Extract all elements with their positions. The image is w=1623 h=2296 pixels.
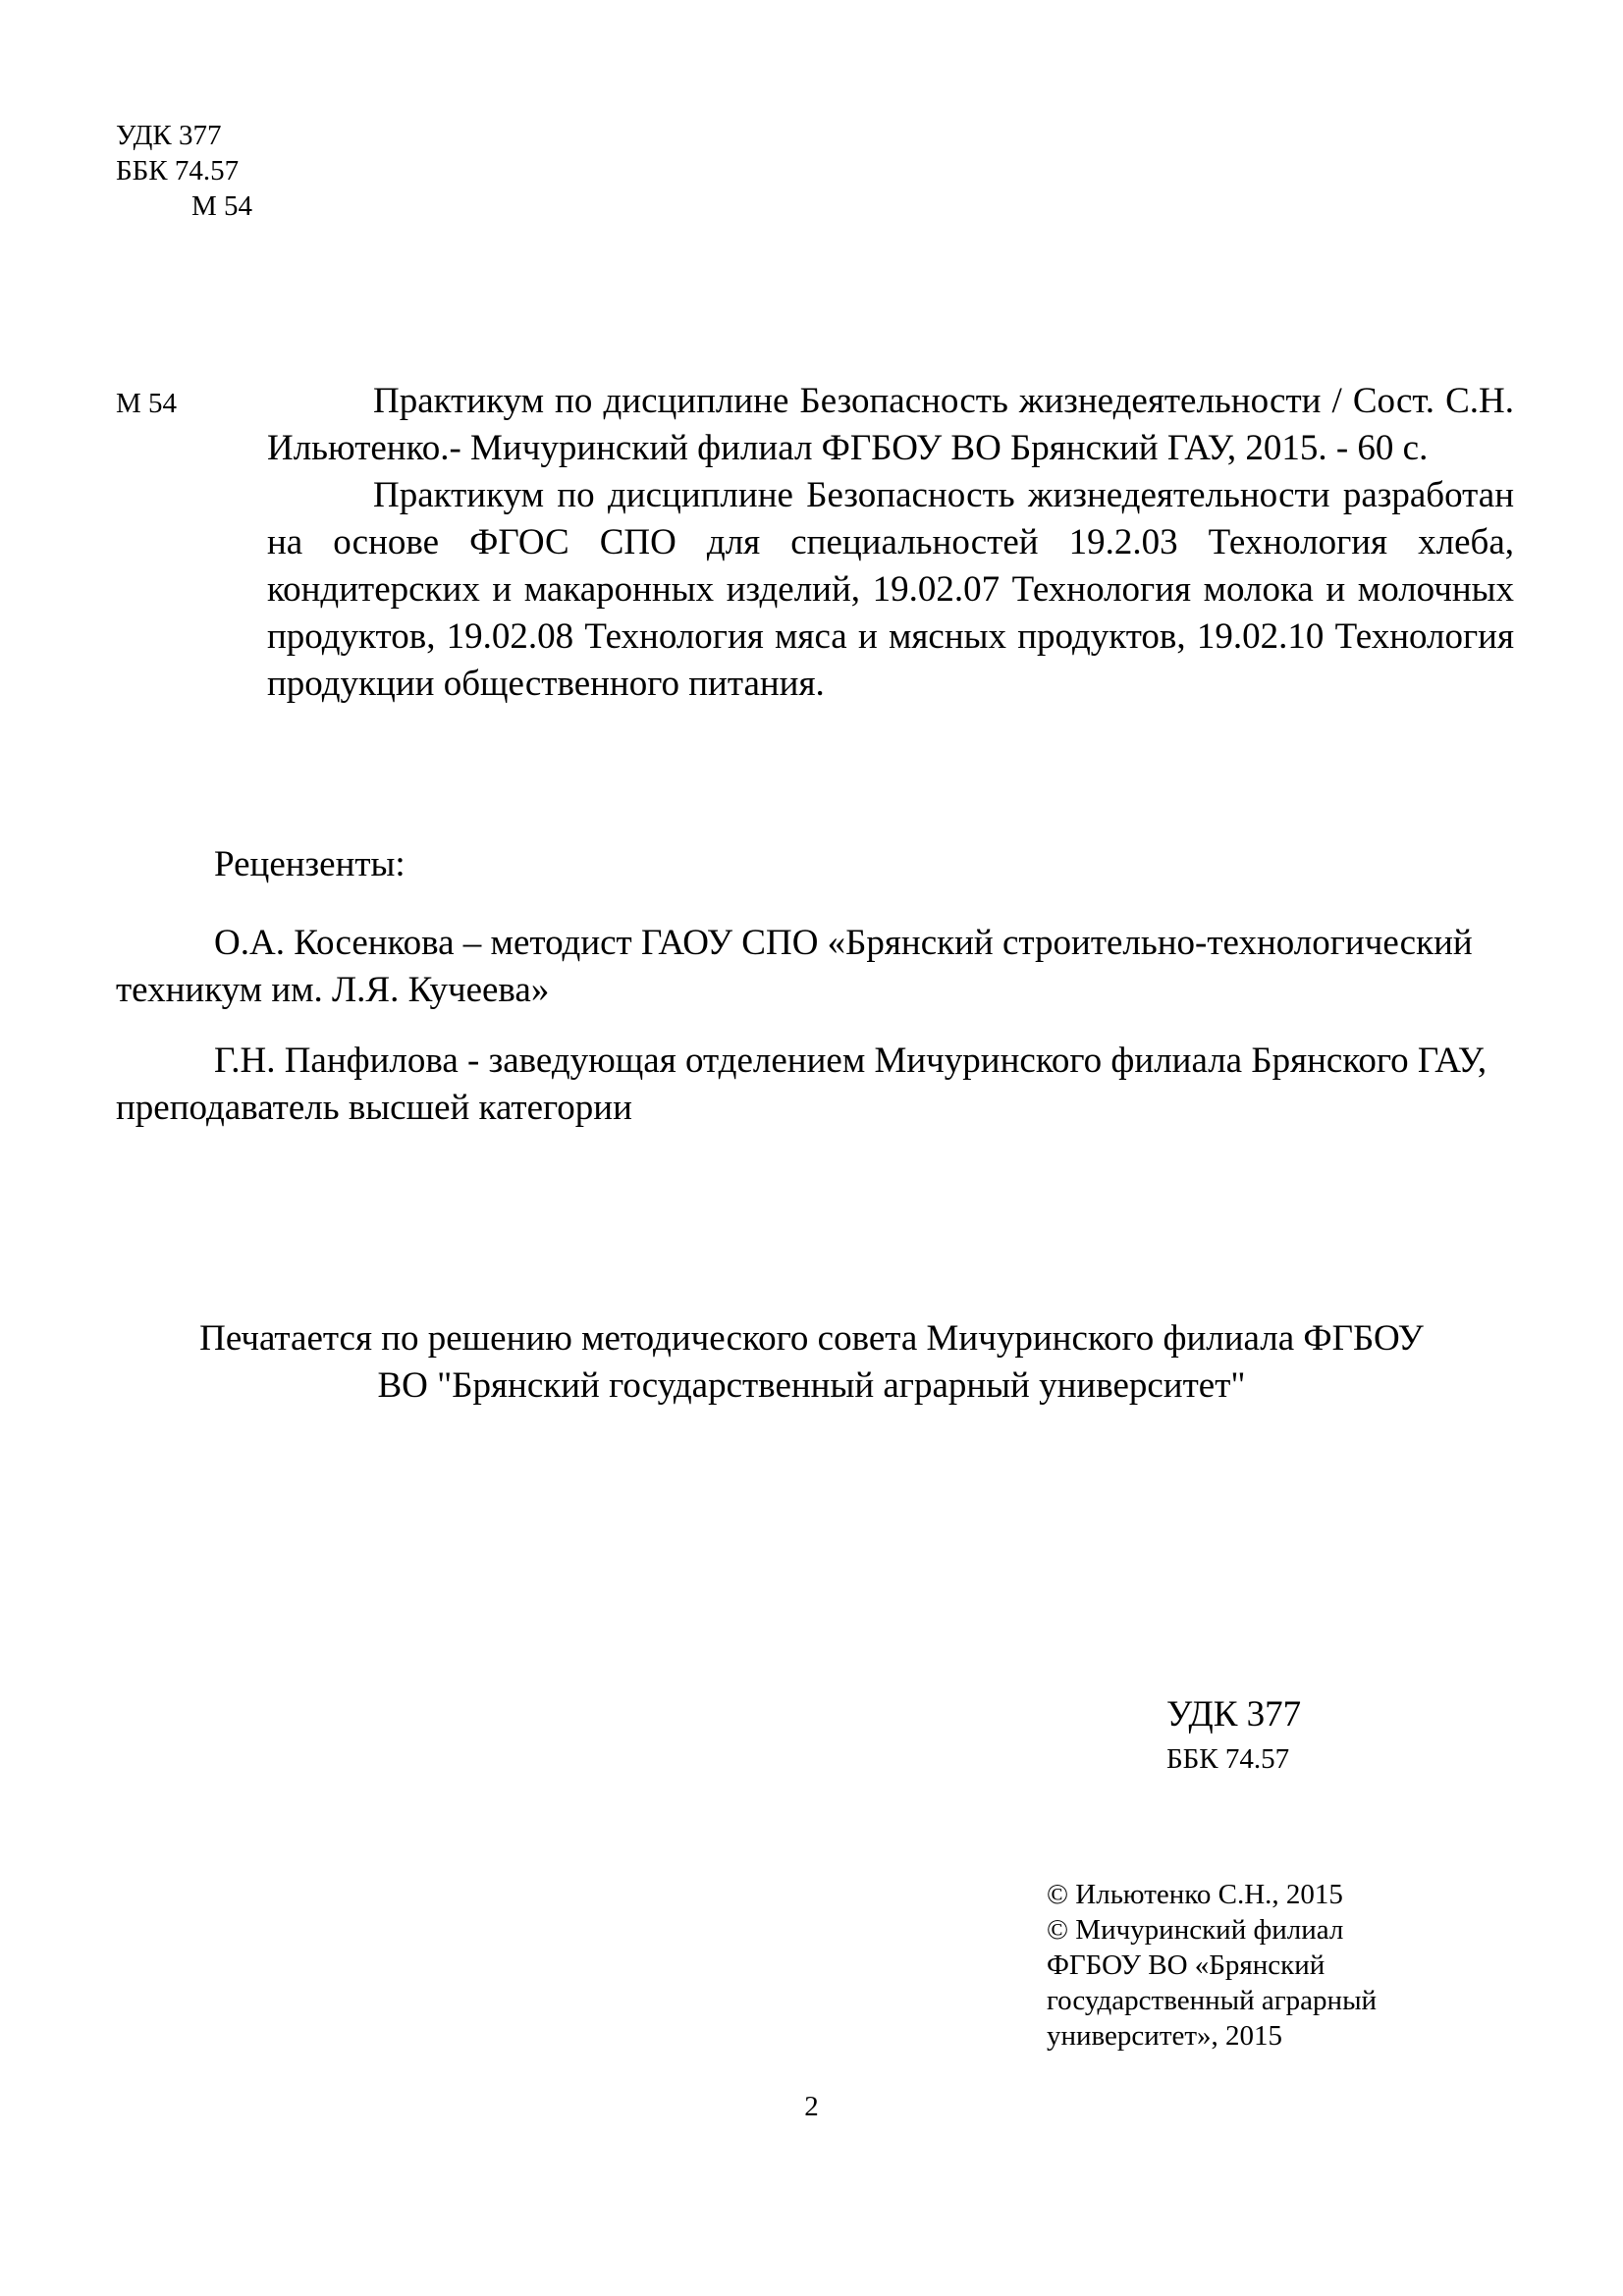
annotation-paragraph-2: Практикум по дисциплине Безопасность жизнедеятельности разработан на основе ФГОС СПО для специальностей 19.2.03 Технология хлеба, кондитерских и макаронных изделий, 19.02.07 Технология молока и молочных продуктов, 19.02.08 Технология мяса и мясных продуктов, 19.02.10 Технология продукции общественного питания.: [267, 475, 1514, 704]
annotation-paragraph-1: Практикум по дисциплине Безопасность жизнедеятельности / Сост. С.Н. Ильютенко.- Мичуринский филиал ФГБОУ ВО Брянский ГАУ, 2015. - 60 с.: [267, 381, 1514, 468]
reviewer-item: Г.Н. Панфилова - заведующая отделением Мичуринского филиала Брянского ГАУ, преподаватель высшей категории: [116, 1041, 1488, 1128]
reviewer-item: О.А. Косенкова – методист ГАОУ СПО «Брянский строительно-технологический техникум им. Л.Я. Кучеева»: [116, 923, 1473, 1010]
annotation-block: [267, 378, 1514, 708]
bbk-header: ББК 74.57: [116, 155, 240, 187]
publication-note-line-2: ВО "Брянский государственный аграрный университет": [377, 1365, 1246, 1406]
copyright-line-5: университет», 2015: [1047, 2020, 1283, 2052]
copyright-line-4: государственный аграрный: [1047, 1985, 1378, 2016]
publication-note-line-1: Печатается по решению методического совета Мичуринского филиала ФГБОУ: [199, 1318, 1424, 1359]
author-mark-header: М 54: [191, 190, 253, 222]
copyright-line-3: ФГБОУ ВО «Брянский: [1047, 1949, 1325, 1981]
reviewers-title: Рецензенты:: [214, 844, 406, 884]
copyright-block: [1047, 1877, 1377, 2054]
bbk-footer: ББК 74.57: [1166, 1743, 1290, 1775]
annotation-mark: М 54: [116, 388, 178, 419]
page-number: 2: [804, 2091, 819, 2122]
udk-footer: УДК 377: [1166, 1694, 1302, 1735]
reviewers-list: [116, 920, 1500, 1132]
udk-header: УДК 377: [116, 120, 222, 151]
copyright-line-2: © Мичуринский филиал: [1047, 1914, 1344, 1946]
publication-note: [0, 1315, 1623, 1410]
copyright-line-1: © Ильютенко С.Н., 2015: [1047, 1879, 1343, 1910]
